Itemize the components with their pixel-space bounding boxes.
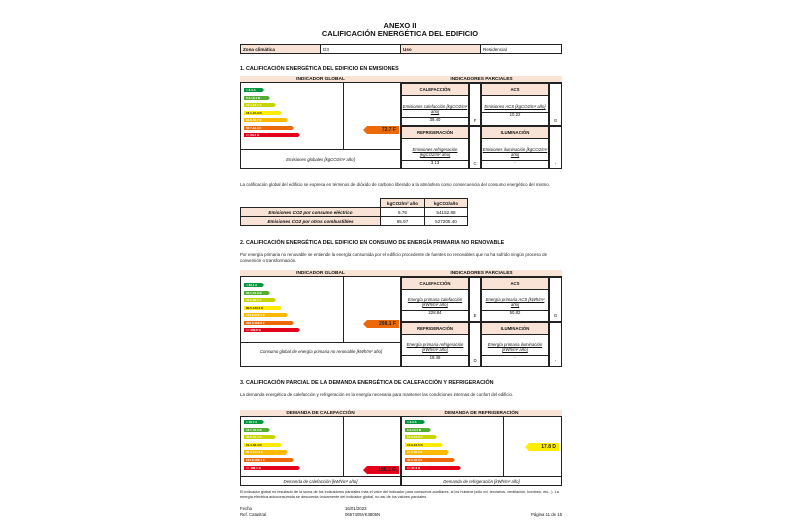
uso-label: Uso <box>401 45 481 54</box>
rating-bar-d: 80.5-123.9 D <box>244 306 280 310</box>
rating-bar-c: 51.9-80.5 C <box>244 298 274 302</box>
iluminacion-value: - <box>482 160 548 166</box>
emissions-global-header: INDICADOR GLOBAL <box>240 76 401 83</box>
rating-bar-c: 10.4-16.1 C <box>244 103 274 107</box>
emissions-pointer: 72.7 F <box>367 126 399 134</box>
calefaccion-letter: E <box>469 277 481 322</box>
rating-bar-a: < 16.7 A <box>244 420 262 424</box>
co2-row-value: 65.97 <box>381 217 425 226</box>
acs-value: 10.22 <box>482 112 548 118</box>
divider <box>503 417 504 476</box>
calefaccion-letter: F <box>469 83 481 126</box>
iluminacion-title: ILUMINACIÓN <box>482 323 548 335</box>
emissions-global-box <box>240 76 401 169</box>
refrigeracion-letter: C <box>469 126 481 169</box>
primary-global-header: INDICADOR GLOBAL <box>240 270 401 277</box>
rating-bar-d: 16.1-24.9 D <box>244 111 280 115</box>
fecha-label: Fecha <box>240 506 252 511</box>
rating-bar-g: >= 63.3 G <box>244 133 298 137</box>
rating-bar-d: 15.9-24.5 D <box>405 443 441 447</box>
rating-bar-f: 30.2-37.3 F <box>405 458 453 462</box>
cool-pointer: 17.8 D <box>529 443 559 451</box>
rating-bar-b: 6.3-10.3 B <box>405 428 429 432</box>
emissions-calefaccion <box>401 83 469 126</box>
refrigeracion-title: REFRIGERACIÓN <box>402 127 468 139</box>
rating-bar-a: < 32.1 A <box>244 283 262 287</box>
refrigeracion-letter: D <box>469 322 481 367</box>
calefaccion-value: 228.84 <box>402 310 468 316</box>
co2-row-value: 527205.40 <box>425 217 468 226</box>
rating-bar-b: 6.4-10.4 B <box>244 96 268 100</box>
section3-paragraph: La demanda energética de calefacción y refrigeración es la energía necesaria para mantener las condiciones internas de confort del edificio. <box>240 392 514 397</box>
annex-label: ANEXO II <box>383 21 417 30</box>
section1-paragraph: La calificación global del edificio se expresa en términos de dióxido de carbono liberado a la atmósfera como consecuencia del consumo energético del mismo. <box>240 182 550 187</box>
rating-bar-e: 123.9-222.3 E <box>244 313 286 317</box>
rating-bar-g: >= 186.1 G <box>244 466 298 470</box>
primary-calefaccion <box>401 277 469 322</box>
footer-note: El indicador global es resultado de la suma de los indicadores parciales más el valor del indicador para consumos auxiliares, si los hubiera (sólo ed. terciarios, ventilación, bombeo, etc...). La energía eléctrica autoconsumida se descuenta únicamente del indicador global, no así de los valores parciales. <box>240 490 559 499</box>
section1-heading: 1. CALIFICACIÓN ENERGÉTICA DEL EDIFICIO EN EMISIONES <box>240 66 399 72</box>
rating-bar-d: 51.4-82.4 D <box>244 443 280 447</box>
page-title: CALIFICACIÓN ENERGÉTICA DEL EDIFICIO <box>321 29 479 38</box>
blank-cell <box>241 199 381 208</box>
acs-value: 50.82 <box>482 310 548 316</box>
rating-bar-a: < 6.4 A <box>244 88 262 92</box>
divider <box>240 149 401 150</box>
divider <box>343 277 344 342</box>
calefaccion-title: CALEFACCIÓN <box>402 278 468 290</box>
iluminacion-value: - <box>482 355 548 361</box>
emissions-global-caption: Emisiones globales [kgCO2/m² año] <box>286 157 355 162</box>
co2-row-value: 54152.88 <box>425 208 468 217</box>
iluminacion-title: ILUMINACIÓN <box>482 127 548 139</box>
calefaccion-desc: Energía primaria calefacción [kWh/m² año] <box>407 297 463 307</box>
section3-heading: 3. CALIFICACIÓN PARCIAL DE LA DEMANDA ENERGÉTICA DE CALEFACCIÓN Y REFRIGERACIÓN <box>240 380 494 386</box>
primary-pointer: 298.1 F <box>367 320 399 328</box>
uso-value: Residencial <box>481 45 562 54</box>
acs-desc: Energía primaria ACS [kWh/m² año] <box>485 297 545 307</box>
acs-title: ACS <box>482 84 548 96</box>
iluminacion-desc: Energía primaria iluminación [kWh/m² año] <box>487 342 543 352</box>
ref-label: Ref. Catastral <box>240 512 267 517</box>
primary-iluminacion <box>481 322 549 367</box>
rating-bar-e: 82.4-154.8 E <box>244 450 286 454</box>
fecha-value: 16/01/2023 <box>345 506 367 511</box>
co2-col2-header: kgCO2/año <box>425 199 468 208</box>
iluminacion-letter: - <box>549 126 562 169</box>
zona-value: D3 <box>321 45 401 54</box>
table-row <box>241 217 468 226</box>
divider <box>401 476 562 477</box>
emissions-partial-header: INDICADORES PARCIALES <box>401 76 562 83</box>
acs-desc: Emisiones ACS [kgCO2/m² año] <box>484 104 546 109</box>
table-row <box>241 208 468 217</box>
heat-demand-header: DEMANDA DE CALEFACCIÓN <box>240 410 401 417</box>
page-number: Página 11 de 15 <box>531 512 562 517</box>
divider <box>343 417 344 476</box>
co2-col1-header: kgCO2/m² año <box>381 199 425 208</box>
section2-paragraph: Por energía primaria no renovable se entiende la energía consumida por el edificio procedente de fuentes no renovables que no ha sufrido ningún proceso de conversión o transformación. <box>240 252 548 263</box>
rating-bar-f: 222.3-269.8 F <box>244 321 292 325</box>
co2-table <box>240 198 468 226</box>
cool-demand-header: DEMANDA DE REFRIGERACIÓN <box>401 410 562 417</box>
rating-bar-g: >= 37.3 G <box>405 466 459 470</box>
rating-bar-c: 31.0-51.4 C <box>244 435 274 439</box>
ref-value: 0667405VK3806N <box>345 512 381 517</box>
rating-bar-f: 154.8-186.1 F <box>244 458 292 462</box>
cool-caption: Demanda de refrigeración [kWh/m² año] <box>443 479 520 484</box>
primary-global-caption: Consumo global de energía primaria no renovable [kWh/m² año] <box>259 349 383 354</box>
section2-heading: 2. CALIFICACIÓN ENERGÉTICA DEL EDIFICIO EN CONSUMO DE ENERGÍA PRIMARIA NO RENOVABLE <box>240 240 505 246</box>
emissions-acs <box>481 83 549 126</box>
heat-pointer: 186.1 G <box>367 466 399 474</box>
primary-refrigeracion <box>401 322 469 367</box>
rating-bar-b: 16.7-31.0 B <box>244 428 268 432</box>
calefaccion-title: CALEFACCIÓN <box>402 84 468 96</box>
rating-bar-e: 24.5-30.2 E <box>405 450 447 454</box>
calefaccion-desc: Emisiones calefacción [kgCO2/m² año] <box>402 104 468 114</box>
co2-row-value: 6.76 <box>381 208 425 217</box>
acs-letter: G <box>549 277 562 322</box>
refrigeracion-desc: Energía primaria refrigeración [kWh/m² año] <box>406 342 464 352</box>
rating-bar-f: 52.7-63.3 F <box>244 126 292 130</box>
rating-bar-g: >= 269.8 G <box>244 328 298 332</box>
heat-demand-box <box>240 410 401 486</box>
info-table <box>240 44 562 54</box>
divider <box>240 476 401 477</box>
zona-label: Zona climática <box>241 45 321 54</box>
emissions-refrigeracion <box>401 126 469 169</box>
iluminacion-desc: Emisiones iluminación [kgCO2/m² año] <box>482 147 548 157</box>
divider <box>240 342 401 343</box>
refrigeracion-desc: Emisiones refrigeración [kgCO2/m² año] <box>412 147 458 157</box>
rating-bar-a: < 6.3 A <box>405 420 423 424</box>
emissions-iluminacion <box>481 126 549 169</box>
rating-bar-b: 32.1-51.9 B <box>244 291 268 295</box>
iluminacion-letter: - <box>549 322 562 367</box>
heat-caption: Demanda de calefacción [kWh/m² año] <box>283 479 358 484</box>
acs-title: ACS <box>482 278 548 290</box>
refrigeracion-value: 3.13 <box>402 160 468 166</box>
rating-bar-e: 24.9-52.7 E <box>244 118 286 122</box>
acs-letter: G <box>549 83 562 126</box>
co2-row-label: Emisiones CO2 por consumo eléctrico <box>241 208 381 217</box>
divider <box>343 83 344 149</box>
primary-partial-header: INDICADORES PARCIALES <box>401 270 562 277</box>
rating-bar-c: 10.3-15.9 C <box>405 435 435 439</box>
co2-row-label: Emisiones CO2 por otros combustibles <box>241 217 381 226</box>
refrigeracion-title: REFRIGERACIÓN <box>402 323 468 335</box>
refrigeracion-value: 18.48 <box>402 355 468 361</box>
calefaccion-value: 39.40 <box>402 117 468 123</box>
primary-acs <box>481 277 549 322</box>
